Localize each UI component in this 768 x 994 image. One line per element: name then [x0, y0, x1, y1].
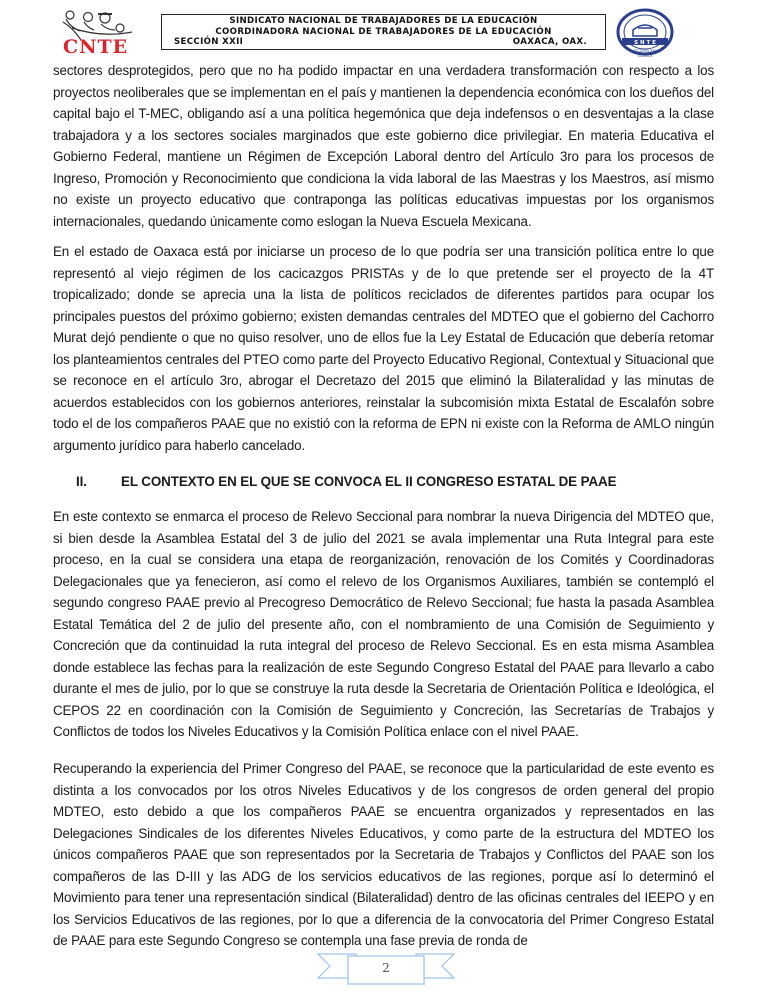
header-line-1: SINDICATO NACIONAL DE TRABAJADORES DE LA EDUCACIÓN: [229, 16, 538, 26]
section-heading: [76, 474, 616, 489]
svg-text:S N T E: S N T E: [634, 40, 656, 46]
section-number: II.: [76, 474, 87, 489]
paragraph-4: Recuperando la experiencia del Primer Congreso del PAAE, se reconoce que la particularidad de este evento es distinta a los convocados por los otros Niveles Educativos y de los congresos de orden general del propio MDTEO, esto debido a que los compañeros PAAE se encuentra organizados y representados en las Delegaciones Sindicales de los diferentes Niveles Educativos, y como parte de la estructura del MDTEO los únicos compañeros PAAE que son representados por la Secretaria de Trabajos y Conflictos del PAAE son los compañeros de las D-III y las ADG de los servicios educativos de las regiones, porque así lo determinó el Movimiento para tener una representación sindical (Bilateralidad) dentro de las oficinas centrales del IEEPO y en los Servicios Educativos de las regiones, por lo que a diferencia de la convocatoria del Primer Congreso Estatal de PAAE para este Segundo Congreso se contempla una fase previa de ronda de: [53, 761, 714, 949]
page-number: 2: [382, 961, 390, 975]
page-header: [0, 0, 768, 62]
section-label: SECCIÓN XXII: [174, 37, 244, 48]
paragraph-3: En este contexto se enmarca el proceso de Relevo Seccional para nombrar la nueva Dirigencia del MDTEO que, si bien desde la Asamblea Estatal del 3 de julio del 2021 se avala implementar una Ruta Integral para este proceso, en la cual se considera una etapa de reorganización, renovación de los Comités y Coordinadoras Delegacionales que ya fenecieron, así como el relevo de los Organismos Auxiliares, también se contempló el segundo congreso PAAE previo al Precogreso Democrático de Relevo Seccional; fue hasta la pasada Asamblea Estatal Temática del 2 de julio del presente año, con el nombramiento de una Comisión de Seguimiento y Concreción que da continuidad la ruta integral del proceso de Relevo Seccional. Es en esta misma Asamblea donde establece las fechas para la realización de este Segundo Congreso Estatal del PAAE para llevarlo a cabo durante el mes de julio, por lo que se construye la ruta desde la Secretaria de Orientación Política e Ideológica, el CEPOS 22 en coordinación con la Comisión de Seguimiento y Concreción, las Secretarías de Trabajos y Conflictos de todos los Niveles Educativos y la Comisión Política enlace con el nivel PAAE.: [53, 509, 714, 740]
svg-text:CNTE: CNTE: [63, 36, 129, 56]
section-title: EL CONTEXTO EN EL QUE SE CONVOCA EL II CONGRESO ESTATAL DE PAAE: [121, 474, 617, 489]
header-line-2: COORDINADORA NACIONAL DE TRABAJADORES DE LA EDUCACIÓN: [215, 26, 552, 37]
union-header-box: [161, 14, 606, 50]
svg-text:SECCIÓN XXII: SECCIÓN XXII: [632, 49, 658, 53]
location-label: OAXACA, OAX.: [512, 37, 587, 48]
page-footer: [316, 948, 456, 988]
paragraph-2: En el estado de Oaxaca está por iniciarse un proceso de lo que podría ser una transición política entre lo que representó al viejo régimen de los cacicazgos PRISTAs y de lo que pretende ser el proyecto de la 4T tropicalizado; donde se aprecia una la lista de políticos reciclados de diferentes partidos para ocupar los principales puestos del próximo gobierno; existen demandas centrales del MDTEO que el gobierno del Cachorro Murat dejó pendiente o que no quiso resolver, uno de ellos fue la Ley Estatal de Educación que debería retomar los planteamientos centrales del PTEO como parte del Proyecto Educativo Regional, Contextual y Situacional que se reconoce en el artículo 3ro, abrogar el Decretazo del 2015 que eliminó la Bilateralidad y las minutas de acuerdos establecidos con los gobiernos anteriores, reinstalar la subcomisión mixta Estatal de Escalafón sobre todo el de los compañeros PAAE que no existió con la reforma de EPN ni existe con la Reforma de AMLO ningún argumento jurídico para haberlo cancelado.: [53, 244, 714, 453]
snte-logo-icon: [614, 8, 676, 62]
svg-text:OAXACA: OAXACA: [637, 54, 653, 58]
cnte-logo-icon: [58, 8, 158, 56]
paragraph-1: sectores desprotegidos, pero que no ha podido impactar en una verdadera transformación con respecto a los proyectos neoliberales que se implementan en el país y mantienen la dependencia económica con los dueños del capital bajo el T-MEC, obligando así a una política hegemónica que deja indefensos o en desventajas a la clase trabajadora y a los sectores sociales marginados que este gobierno dice privilegiar. En materia Educativa el Gobierno Federal, mantiene un Régimen de Excepción Laboral dentro del Artículo 3ro para los procesos de Ingreso, Promoción y Reconocimiento que condiciona la vida laboral de las Maestras y los Maestros, así mismo no existe un proyecto educativo que contraponga las políticas educativas impuestas por los organismos internacionales, quedando únicamente como eslogan la Nueva Escuela Mexicana.: [53, 63, 714, 229]
header-line-3: [168, 37, 599, 48]
